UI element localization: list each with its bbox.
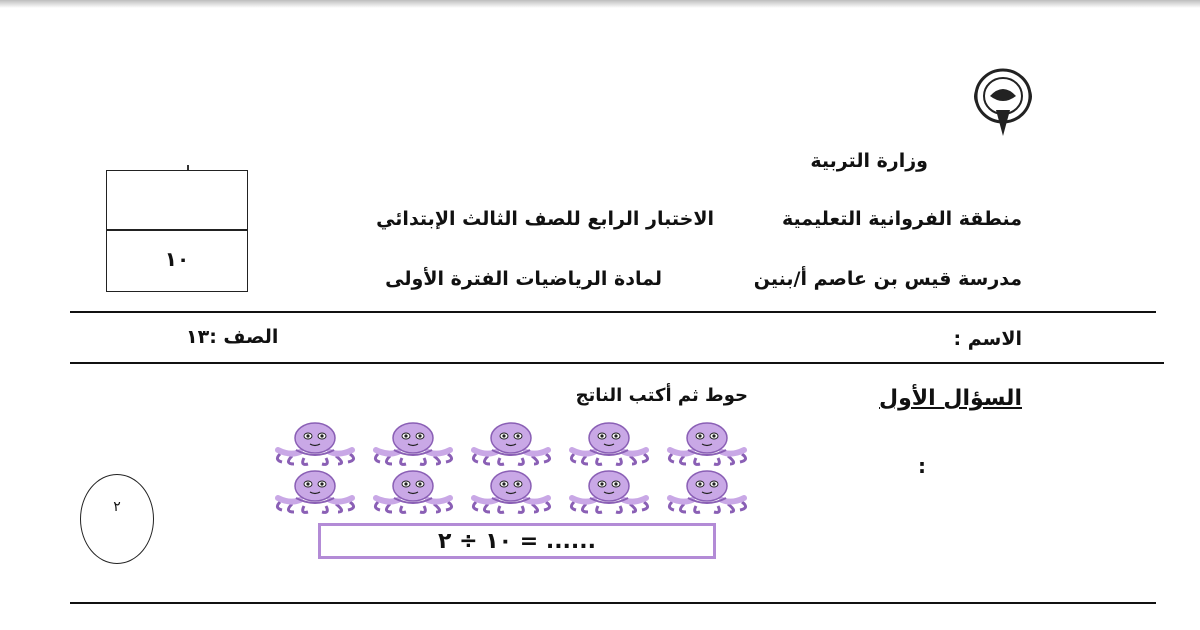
score-total: ١٠ [164,247,190,271]
octopus-icon [564,420,654,466]
question-instruction: حوط ثم أكتب الناتج [575,385,748,406]
question-title: السؤال الأول [879,386,1022,411]
octopus-icon [662,468,752,514]
school-name: مدرسة قيس بن عاصم أ/بنين [753,268,1022,290]
question-colon: : [918,454,926,478]
score-divider [107,229,247,231]
ministry-name: وزارة التربية [810,150,928,172]
class-label: الصف :١٣ [186,326,279,348]
octopus-grid [270,420,770,520]
region-name: منطقة الفروانية التعليمية [782,208,1022,230]
mark-value: ٢ [113,499,121,515]
mark-circle [80,474,154,564]
octopus-icon [368,420,458,466]
equation-text: ١٠ ÷ ٢ = ...... [438,529,596,554]
divider-bottom [70,602,1156,604]
octopus-icon [368,468,458,514]
octopus-icon [662,420,752,466]
octopus-icon [466,468,556,514]
octopus-icon [466,420,556,466]
octopus-icon [270,468,360,514]
octopus-icon [564,468,654,514]
divider-middle [70,362,1164,364]
equation-box[interactable] [318,523,716,559]
score-tick-mark [187,165,189,170]
score-box [106,170,248,292]
name-label: الاسم : [953,328,1022,350]
subject-line: لمادة الرياضيات الفترة الأولى [385,268,662,290]
divider-top [70,311,1156,313]
octopus-icon [270,420,360,466]
window-top-bar [0,0,1200,8]
kuwait-emblem-icon [968,66,1038,142]
test-title: الاختبار الرابع للصف الثالث الإبتدائي [376,208,714,230]
